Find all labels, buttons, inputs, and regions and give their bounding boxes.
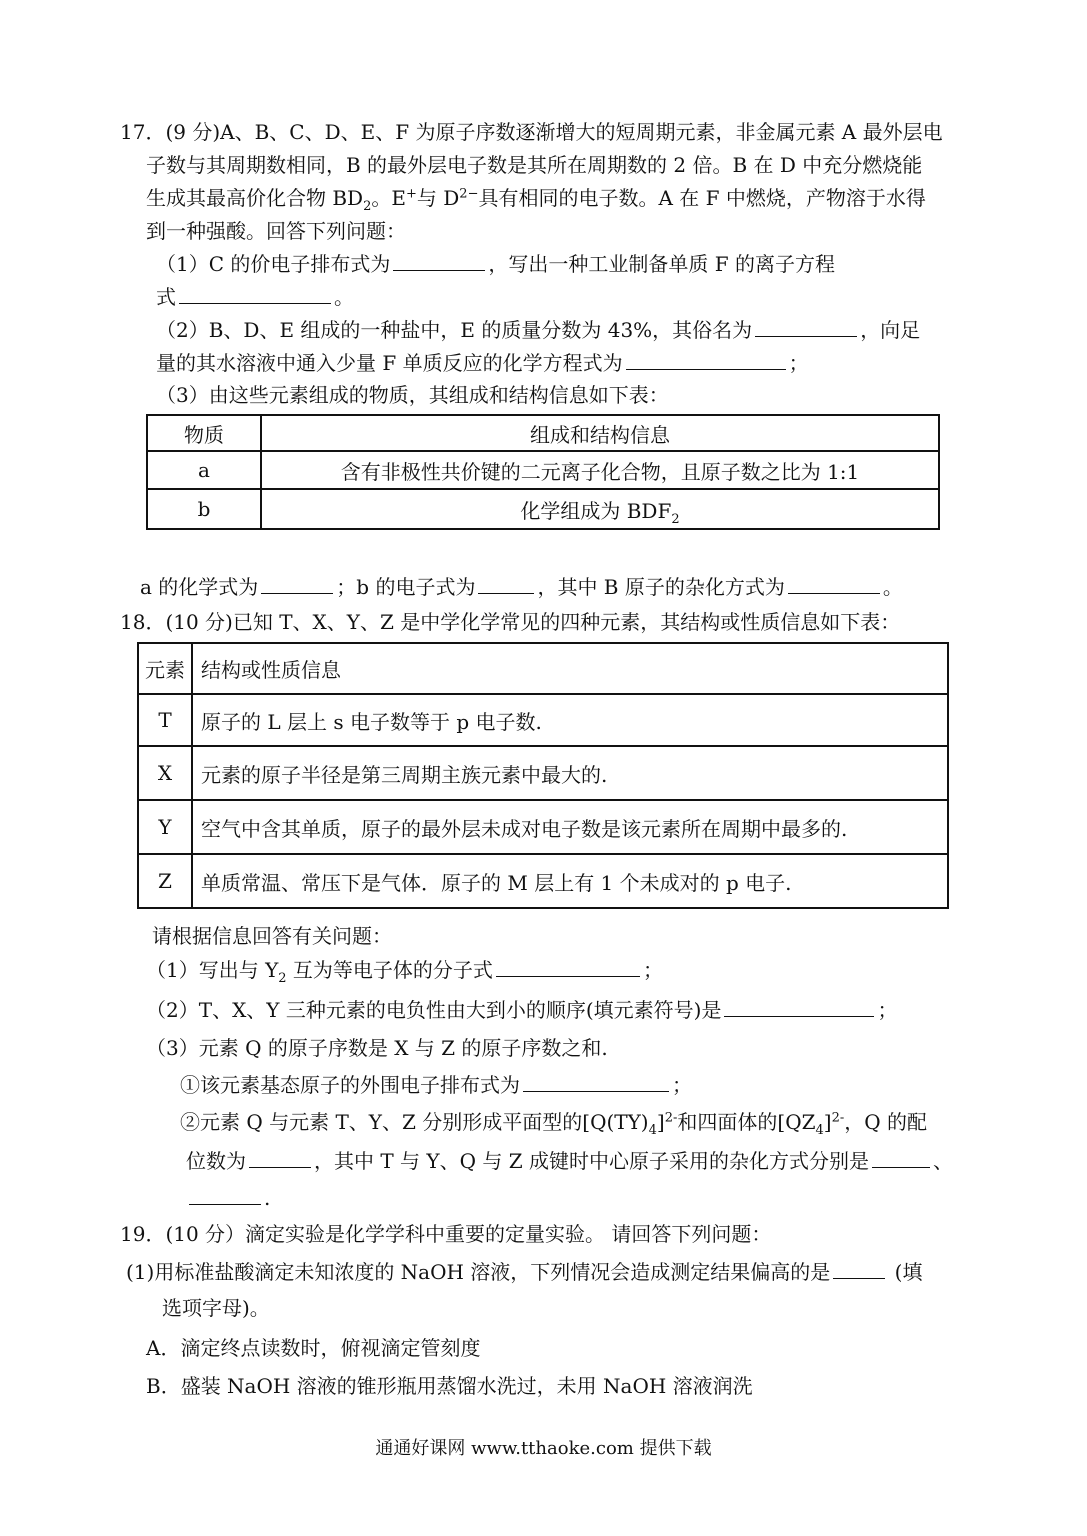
table-row	[138, 854, 948, 908]
table-header-cell: 物质	[147, 415, 261, 451]
q18-text: （1）写出与 Y	[146, 958, 279, 982]
q17-table	[146, 414, 940, 530]
q18-text: 互为等电子体的分子式	[286, 958, 493, 982]
answer-blank[interactable]	[724, 996, 874, 1017]
q17-text: ；b 的电子式为	[336, 575, 476, 599]
superscript: +	[405, 186, 417, 202]
q18-text: 和四面体的[QZ	[677, 1110, 816, 1134]
table-row	[138, 746, 948, 800]
q19-part-1	[126, 1258, 922, 1286]
answer-blank[interactable]	[249, 1147, 311, 1168]
table-row	[147, 415, 939, 451]
table-header-cell: 组成和结构信息	[261, 415, 939, 451]
subscript: 2	[363, 199, 372, 214]
q17-text: 。	[334, 285, 354, 309]
q17-part-2-cont	[156, 349, 809, 377]
table-row	[147, 489, 939, 529]
q17-text: 。E	[371, 186, 406, 210]
subscript: 4	[815, 1123, 824, 1138]
q17-text: ，向足	[860, 318, 921, 342]
q17-text: 量的其水溶液中通入少量 F 单质反应的化学方程式为	[156, 351, 623, 375]
q17-text: 式	[156, 285, 176, 309]
q17-text: （2）B、D、E 组成的一种盐中，E 的质量分数为 43%，其俗名为	[156, 318, 753, 342]
q18-text: 、	[932, 1149, 953, 1173]
q18-text: ]	[656, 1110, 665, 1134]
table-cell: 空气中含其单质，原子的最外层未成对电子数是该元素所在周期中最多的.	[192, 800, 948, 854]
q17-text: 具有相同的电子数。A 在 F 中燃烧，产物溶于水得	[478, 186, 926, 210]
table-cell: b	[147, 489, 261, 529]
table-cell: T	[138, 694, 192, 746]
q19-line-1: 19．(10 分）滴定实验是化学学科中重要的定量实验。 请回答下列问题：	[120, 1222, 772, 1246]
table-cell: a	[147, 451, 261, 489]
q18-text: ②元素 Q 与元素 T、Y、Z 分别形成平面型的[Q(TY)	[180, 1110, 649, 1134]
q17-line-1: 17．(9 分)A、B、C、D、E、F 为原子序数逐渐增大的短周期元素，非金属元素 A 最外层电	[120, 120, 943, 144]
superscript: 2−	[459, 186, 479, 202]
answer-blank[interactable]	[755, 316, 857, 337]
answer-blank[interactable]	[179, 283, 331, 304]
table-cell	[261, 489, 939, 529]
q19-text: (填	[888, 1260, 923, 1284]
q19-option-a: A．滴定终点读数时，俯视滴定管刻度	[146, 1336, 481, 1360]
q17-line-4: 到一种强酸。回答下列问题：	[146, 219, 406, 243]
q18-part-1	[146, 956, 663, 984]
q18-table	[137, 642, 949, 909]
superscript: 2-	[831, 1110, 845, 1126]
q18-text: ；	[672, 1073, 692, 1097]
answer-blank[interactable]	[872, 1147, 930, 1168]
q17-text: ；	[788, 351, 809, 375]
table-row	[138, 800, 948, 854]
table-cell: Y	[138, 800, 192, 854]
q17-text: a 的化学式为	[140, 575, 259, 599]
q17-part-1-cont	[156, 283, 354, 311]
q18-text: ，Q 的配	[844, 1110, 928, 1134]
answer-blank[interactable]	[523, 1071, 669, 1092]
q18-text: .	[264, 1186, 271, 1210]
subscript: 4	[648, 1123, 657, 1138]
answer-blank[interactable]	[261, 573, 333, 594]
table-cell: 元素的原子半径是第三周期主族元素中最大的.	[192, 746, 948, 800]
q17-text: （1）C 的价电子排布式为	[156, 252, 391, 276]
answer-blank[interactable]	[788, 573, 880, 594]
q17-part-2	[156, 316, 920, 344]
table-cell: 原子的 L 层上 s 电子数等于 p 电子数.	[192, 694, 948, 746]
q17-line-2: 子数与其周期数相同，B 的最外层电子数是其所在周期数的 2 倍。B 在 D 中充分燃烧能	[146, 153, 923, 177]
answer-blank[interactable]	[478, 573, 534, 594]
answer-blank[interactable]	[393, 250, 485, 271]
q18-text: ；	[642, 958, 663, 982]
table-row	[138, 694, 948, 746]
q18-sub-1	[180, 1071, 692, 1099]
q18-part-3: （3）元素 Q 的原子序数是 X 与 Z 的原子序数之和.	[146, 1036, 608, 1060]
q18-sub-2-end	[186, 1184, 270, 1212]
page-footer: 通通好课网 www.tthaoke.com 提供下载	[375, 1438, 712, 1459]
table-header-cell: 元素	[138, 643, 192, 694]
q17-text: 生成其最高价化合物 BD	[146, 186, 364, 210]
answer-blank[interactable]	[833, 1258, 885, 1279]
q18-text: ；	[877, 998, 898, 1022]
superscript: 2-	[664, 1110, 678, 1126]
q18-line-1: 18．(10 分)已知 T、X、Y、Z 是中学化学常见的四种元素，其结构或性质信息如下表：	[120, 610, 901, 634]
table-cell: Z	[138, 854, 192, 908]
q19-part-1-cont: 选项字母)。	[162, 1296, 270, 1320]
q18-sub-2-cont	[186, 1147, 953, 1175]
subscript: 2	[278, 971, 287, 986]
q17-text: ，其中 B 原子的杂化方式为	[537, 575, 785, 599]
q17-part-3-answers	[140, 573, 903, 601]
q18-sub-2	[180, 1108, 927, 1136]
q17-text: 与 D	[416, 186, 460, 210]
q17-text: ，写出一种工业制备单质 F 的离子方程	[488, 252, 835, 276]
q18-text: 位数为	[186, 1149, 246, 1173]
q18-part-2	[146, 996, 897, 1024]
table-row	[138, 643, 948, 694]
cell-text: 化学组成为 BDF	[520, 498, 672, 523]
subscript: 2	[671, 511, 680, 527]
q19-text: (1)用标准盐酸滴定未知浓度的 NaOH 溶液，下列情况会造成测定结果偏高的是	[126, 1260, 831, 1284]
table-row	[147, 451, 939, 489]
q18-text: ，其中 T 与 Y、Q 与 Z 成键时中心原子采用的杂化方式分别是	[314, 1149, 869, 1173]
q17-text: 。	[882, 575, 903, 599]
answer-blank[interactable]	[189, 1184, 261, 1205]
table-cell: X	[138, 746, 192, 800]
q18-text: ]	[823, 1110, 832, 1134]
q18-text: （2）T、X、Y 三种元素的电负性由大到小的顺序(填元素符号)是	[146, 998, 722, 1022]
q17-part-3: （3）由这些元素组成的物质，其组成和结构信息如下表：	[156, 383, 669, 407]
q19-option-b: B．盛装 NaOH 溶液的锥形瓶用蒸馏水洗过，未用 NaOH 溶液润洗	[146, 1374, 753, 1398]
q18-intro: 请根据信息回答有关问题：	[152, 924, 392, 948]
q18-text: ①该元素基态原子的外围电子排布式为	[180, 1073, 520, 1097]
table-cell: 单质常温、常压下是气体．原子的 M 层上有 1 个未成对的 p 电子.	[192, 854, 948, 908]
q17-line-3	[146, 184, 926, 212]
q17-part-1	[156, 250, 835, 278]
answer-blank[interactable]	[496, 956, 640, 977]
answer-blank[interactable]	[626, 349, 786, 370]
table-header-cell: 结构或性质信息	[192, 643, 948, 694]
table-cell: 含有非极性共价键的二元离子化合物，且原子数之比为 1:1	[261, 451, 939, 489]
